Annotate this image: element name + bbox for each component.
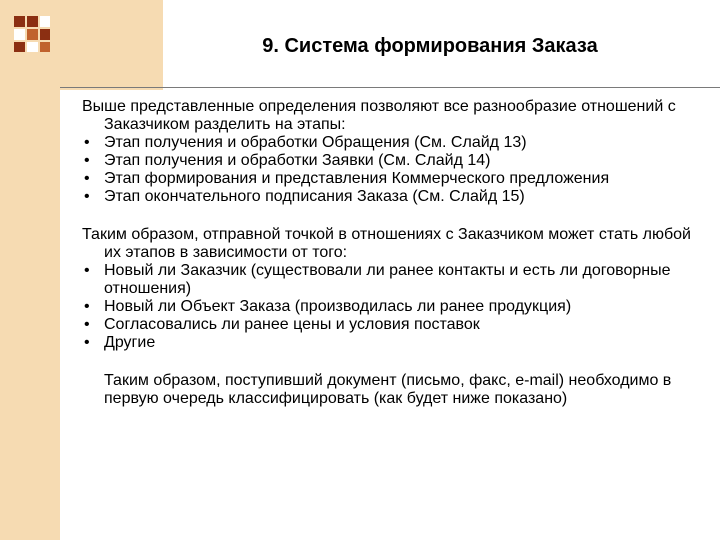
spacer bbox=[82, 352, 702, 372]
list-item: • Согласовались ли ранее цены и условия поставок bbox=[82, 316, 702, 334]
conditions-list bbox=[82, 262, 702, 352]
list-item: • Новый ли Заказчик (существовали ли ранее контакты и есть ли договорные отношения) bbox=[82, 262, 702, 298]
page-title bbox=[170, 0, 690, 90]
list-item: • Другие bbox=[82, 334, 702, 352]
logo-icon bbox=[14, 16, 50, 52]
page-title-text: 9. Система формирования Заказа bbox=[262, 34, 598, 57]
section-stages bbox=[82, 98, 702, 206]
slide-body bbox=[82, 98, 702, 408]
spacer bbox=[82, 206, 702, 226]
section-starting-point bbox=[82, 226, 702, 352]
stages-intro: Выше представленные определения позволяют все разнообразие отношений с Заказчиком разделить на этапы: bbox=[82, 98, 676, 133]
conclusion-text: Таким образом, поступивший документ (письмо, факс, e-mail) необходимо в первую очередь классифицировать (как будет ниже показано) bbox=[104, 372, 672, 407]
starting-point-intro: Таким образом, отправной точкой в отношениях с Заказчиком может стать любой их этапов в зависимости от того: bbox=[82, 226, 691, 261]
list-item: • Этап получения и обработки Обращения (См. Слайд 13) bbox=[82, 134, 702, 152]
list-item: • Этап получения и обработки Заявки (См. Слайд 14) bbox=[82, 152, 702, 170]
list-item: • Этап окончательного подписания Заказа (См. Слайд 15) bbox=[82, 188, 702, 206]
list-item: • Этап формирования и представления Коммерческого предложения bbox=[82, 170, 702, 188]
stages-list bbox=[82, 134, 702, 206]
title-divider bbox=[60, 87, 720, 88]
list-item: • Новый ли Объект Заказа (производилась ли ранее продукция) bbox=[82, 298, 702, 316]
